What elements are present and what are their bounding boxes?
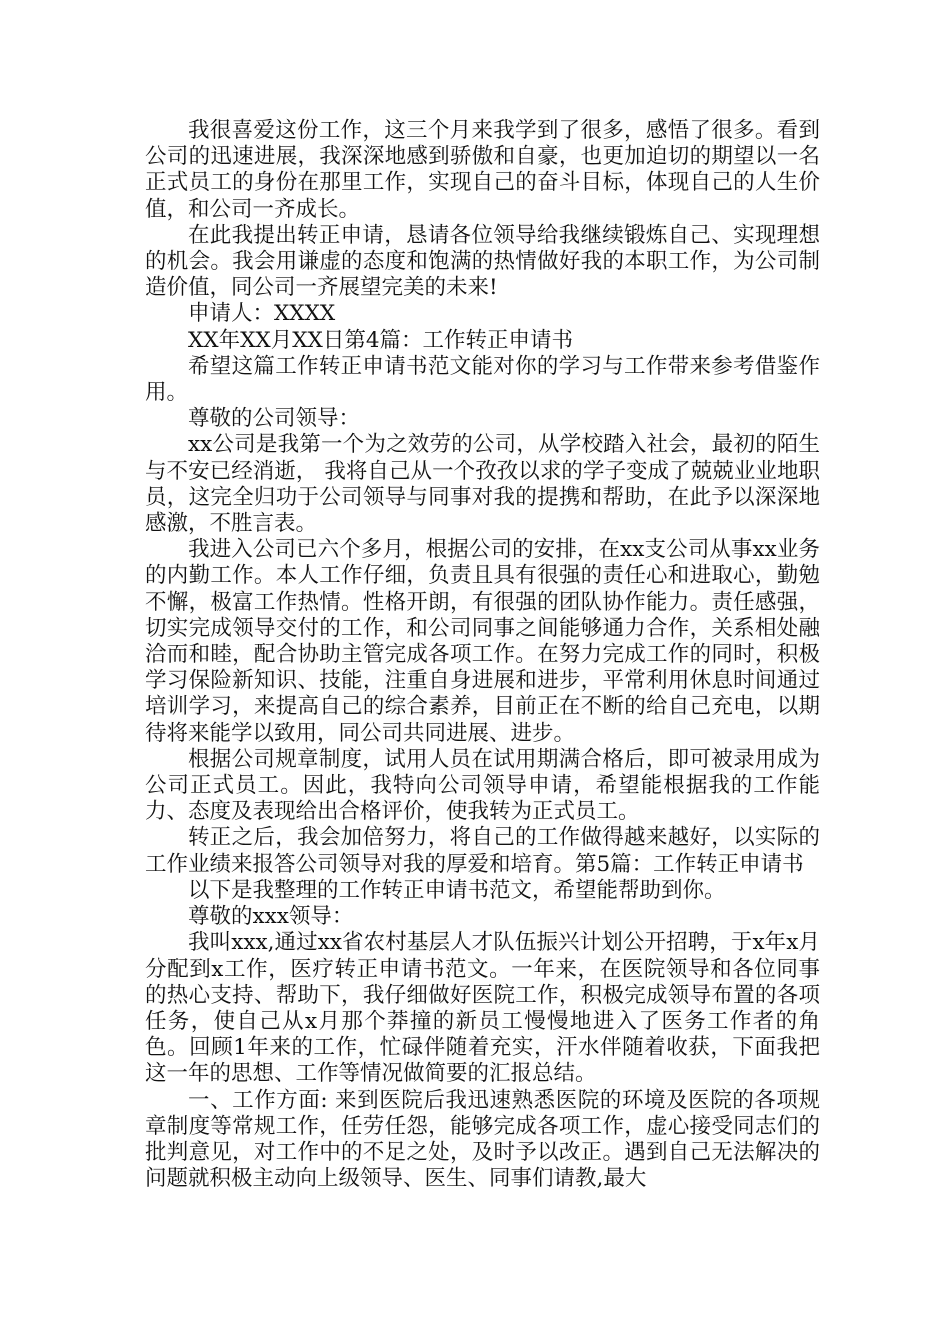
salutation-2: 尊敬的xxx领导：	[188, 904, 354, 930]
salutation-1: 尊敬的公司领导：	[188, 406, 361, 432]
paragraph-6: 转正之后，我会加倍努力，将自己的工作做得越来越好，以实际的工作业绩来报答公司领导对我的厚爱和培育。第5篇：工作转正申请书	[145, 825, 820, 877]
date-and-heading-line: XX年XX月XX日第4篇：工作转正申请书	[188, 327, 574, 353]
paragraph-intro: 希望这篇工作转正申请书范文能对你的学习与工作带来参考借鉴作用。	[145, 353, 820, 406]
document-body	[145, 118, 820, 1192]
applicant-line: 申请人：XXXX	[188, 301, 336, 327]
paragraph-intro-2: 以下是我整理的工作转正申请书范文，希望能帮助到你。	[188, 877, 726, 903]
paragraph-3: xx公司是我第一个为之效劳的公司，从学校踏入社会，最初的陌生与不安已经消逝， 我将自己从一个孜孜以求的学子变成了兢兢业业地职员，这完全归功于公司领导与同事对我的提携和帮助，在此予以深深地感激，不胜言表。	[145, 432, 820, 537]
paragraph-4: 我进入公司已六个多月，根据公司的安排，在xx支公司从事xx业务的内勤工作。本人工作仔细，负责且具有很强的责任心和进取心，勤勉不懈，极富工作热情。性格开朗，有很强的团队协作能力。责任感强，切实完成领导交付的工作，和公司同事之间能够通力合作，关系相处融洽而和睦，配合协助主管完成各项工作。在努力完成工作的同时，积极学习保险新知识、技能，注重自身进展和进步，平常利用休息时间通过培训学习，来提高自己的综合素养，目前正在不断的给自己充电，以期待将来能学以致用，同公司共同进展、进步。	[145, 537, 820, 746]
paragraph-2: 在此我提出转正申请，恳请各位领导给我继续锻炼自己、实现理想的机会。我会用谦虚的态度和饱满的热情做好我的本职工作，为公司制造价值，同公司一齐展望完美的未来!	[145, 222, 820, 301]
paragraph-8: 一、工作方面: 来到医院后我迅速熟悉医院的环境及医院的各项规章制度等常规工作，任劳任怨，能够完成各项工作，虚心接受同志们的批判意见，对工作中的不足之处，及时予以改正。遇到自己无法解决的问题就积极主动向上级领导、医生、同事们请教,最大	[145, 1087, 820, 1192]
paragraph-1: 我很喜爱这份工作，这三个月来我学到了很多，感悟了很多。看到公司的迅速进展，我深深地感到骄傲和自豪，也更加迫切的期望以一名正式员工的身份在那里工作，实现自己的奋斗目标，体现自己的人生价值，和公司一齐成长。	[145, 118, 820, 222]
paragraph-5: 根据公司规章制度，试用人员在试用期满合格后，即可被录用成为公司正式员工。因此，我特向公司领导申请，希望能根据我的工作能力、态度及表现给出合格评价，使我转为正式员工。	[145, 746, 820, 825]
paragraph-7: 我叫xxx,通过xx省农村基层人才队伍振兴计划公开招聘，于x年x月分配到x工作，医疗转正申请书范文。一年来，在医院领导和各位同事的热心支持、帮助下，我仔细做好医院工作，积极完成领导布置的各项任务，使自己从x月那个莽撞的新员工慢慢地进入了医务工作者的角色。回顾1年来的工作，忙碌伴随着充实，汗水伴随着收获，下面我把这一年的思想、工作等情况做简要的汇报总结。	[145, 930, 820, 1087]
